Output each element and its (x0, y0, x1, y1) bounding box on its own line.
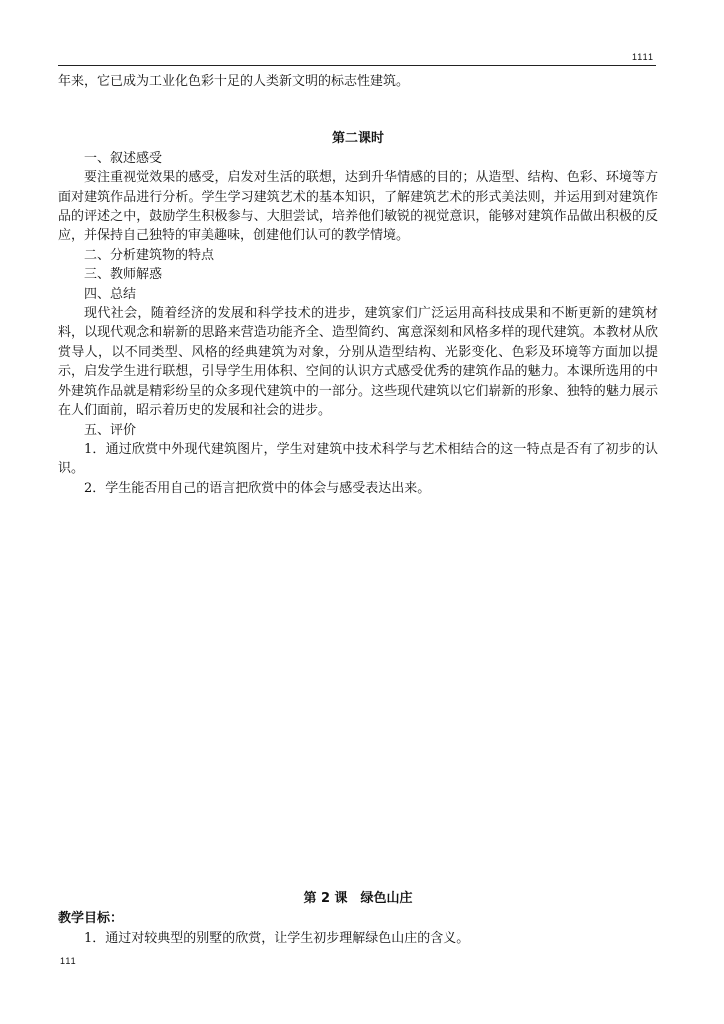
sec2-heading: 二、分析建筑物的特点 (84, 247, 215, 263)
sec4-heading: 四、总结 (84, 286, 137, 302)
sec3-heading: 三、教师解惑 (84, 267, 163, 283)
eval-item-1: 1．通过欣赏中外现代建筑图片，学生对建筑中技术科学与艺术相结合的这一特点是否有了初步的认识。 (58, 441, 658, 477)
intro-line: 年来，它已成为工业化色彩十足的人类新文明的标志性建筑。 (58, 74, 410, 89)
lesson-body (58, 72, 658, 498)
next-lesson (58, 889, 658, 949)
header-page-number: 1111 (631, 52, 654, 62)
spacer (58, 91, 658, 129)
sec4-paragraph: 现代社会，随着经济的发展和科学技术的进步，建筑家们广泛运用高科技成果和不断更新的建筑材料，以现代观念和崭新的思路来营造功能齐全、造型简约、寓意深刻和风格多样的现代建筑。本教材从欣赏导人，以不同类型、风格的经典建筑为对象，分别从造型结构、光影变化、色彩及环境等方面加以提示，启发学生进行联想，引导学生用体积、空间的认识方式感受优秀的建筑作品的魅力。本课所选用的中外建筑作品就是精彩纷呈的众多现代建筑中的一部分。这些现代建筑以它们崭新的形象、独特的魅力展示在人们面前，昭示着历史的发展和社会的进步。 (58, 306, 658, 419)
sec1-paragraph: 要注重视觉效果的感受，启发对生活的联想，达到升华情感的目的；从造型、结构、色彩、环境等方面对建筑作品进行分析。学生学习建筑艺术的基本知识，了解建筑艺术的形式美法则，并运用到对建筑作品的评述之中，鼓励学生积极参与、大胆尝试，培养他们敏锐的视觉意识，能够对建筑作品做出积极的反应，并保持自己独特的审美趣味，创建他们认可的教学情境。 (58, 170, 658, 244)
section-title: 第二课时 (331, 131, 384, 147)
footer-page-number: 111 (60, 956, 77, 966)
sec5-heading: 五、评价 (84, 422, 137, 438)
sec1-heading: 一、叙述感受 (84, 150, 163, 166)
eval-item-2: 2．学生能否用自己的语言把欣赏中的体会与感受表达出来。 (84, 480, 431, 496)
goal-item-1: 1．通过对较典型的别墅的欣赏，让学生初步理解绿色山庄的含义。 (84, 931, 470, 946)
goals-heading: 教学目标： (58, 911, 124, 926)
next-lesson-title: 第 2 课 绿色山庄 (303, 891, 413, 906)
header-rule (58, 65, 656, 66)
